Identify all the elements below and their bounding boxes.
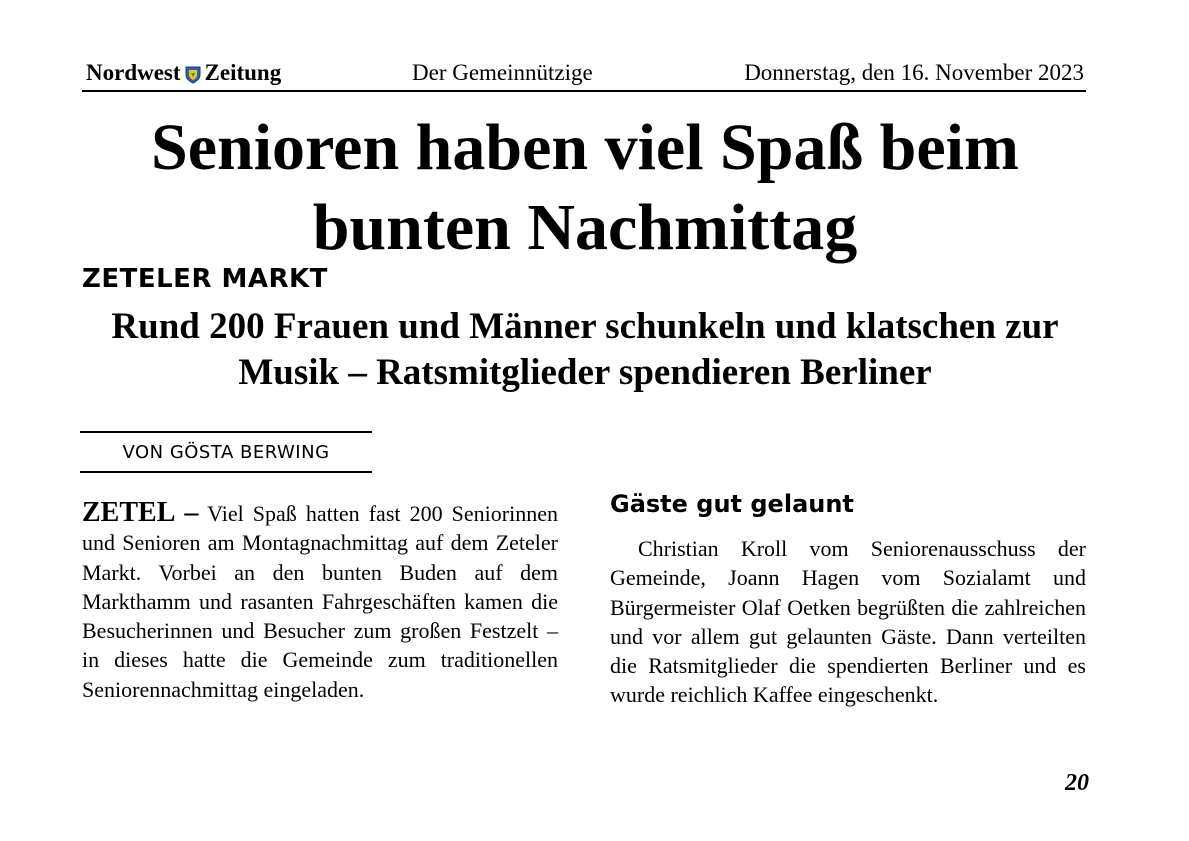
article-paragraph-2: Christian Kroll vom Seniorenausschuss der Gemeinde, Joann Hagen vom Sozialamt und Bürgermeister Olaf Oetken begrüßten die zahlreichen und vor allem gut gelaunten Gäste. Dann verteilten die Ratsmitglieder die spendierten Berliner und es wurde reichlich Kaffee eingeschenkt.: [610, 536, 1086, 708]
article-dateline: ZETEL –: [82, 497, 199, 528]
article-subheading: Gäste gut gelaunt: [610, 490, 854, 518]
brand-name-right: Zeitung: [204, 60, 282, 85]
article-byline: VON GÖSTA BERWING: [80, 431, 372, 473]
brand-name-left: Nordwest: [86, 60, 181, 85]
article-subheadline: Rund 200 Frauen und Männer schunkeln und klatschen zur Musik – Ratsmitglieder spendieren Berliner: [111, 306, 1059, 393]
paragraph-1-text: Viel Spaß hatten fast 200 Seniorinnen und Senioren am Montagnachmittag auf dem Zeteler Markt. Vorbei an den bunten Buden auf dem Markthamm und rasanten Fahrgeschäften kamen die Besucherinnen und Besucher zum großen Festzelt – in dieses hatte die Gemeinde zum traditionellen Seniorennachmittag eingeladen.: [82, 501, 558, 702]
issue-date: Donnerstag, den 16. November 2023: [744, 60, 1084, 85]
article-kicker: ZETELER MARKT: [82, 264, 328, 294]
newspaper-logo: [86, 60, 281, 86]
coat-of-arms-icon: [185, 64, 201, 82]
newspaper-header: [82, 56, 1086, 92]
section-name: Der Gemeinnützige: [412, 60, 593, 85]
article-headline: Senioren haben viel Spaß beim bunten Nachmittag: [151, 111, 1019, 264]
page-number: 20: [1065, 770, 1089, 796]
article-paragraph-1: [82, 498, 558, 704]
